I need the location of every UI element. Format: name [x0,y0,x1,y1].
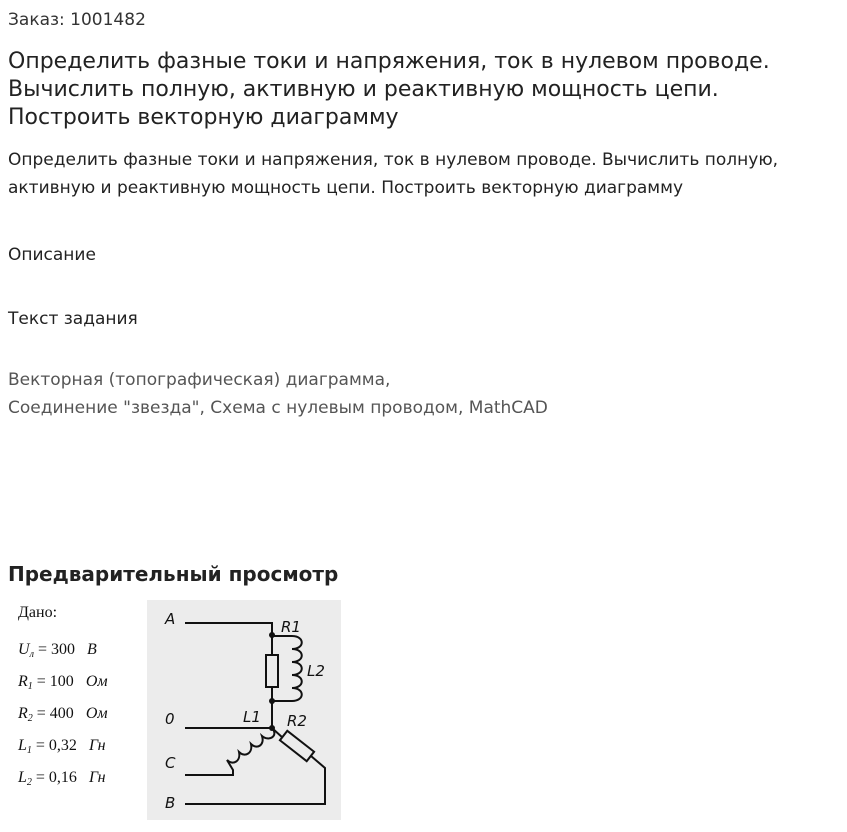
given-subscript: 1 [26,745,32,756]
wire-r2-bottom [185,756,325,804]
page-title: Определить фазные токи и напряжения, ток в нулевом проводе. Вычислить полную, активную и реактивную мощность цепи. Построить векторную диаграмму [8,49,770,130]
description-label: Описание [8,245,96,265]
label-r2: R2 [287,712,307,730]
given-row [18,730,108,762]
wire-c [185,760,233,775]
wire-a [185,623,272,633]
given-subscript: л [29,649,34,660]
node-bottom [269,698,275,704]
given-value: = 400 [36,705,74,722]
preview-heading: Предварительный просмотр [8,562,339,586]
given-row [18,762,108,794]
lead-text: Определить фазные токи и напряжения, ток в нулевом проводе. Вычислить полную, активную и реактивную мощность цепи. Построить векторную диаграмму [8,150,779,198]
tags-list [8,366,808,422]
given-title: Дано: [18,604,58,621]
given-symbol: U [18,641,30,658]
given-unit: Ом [85,705,108,722]
label-phase-a: A [165,610,176,628]
given-data-block [18,604,108,794]
node-star [269,725,275,731]
node-top [269,632,275,638]
resistor-r2 [280,731,314,761]
given-subscript: 2 [26,777,32,788]
given-row [18,698,108,730]
given-unit: В [86,641,97,658]
given-row [18,634,108,666]
label-phase-b: B [165,794,176,812]
given-value: = 100 [36,673,74,690]
task-label: Текст задания [8,309,138,329]
label-neutral: 0 [165,710,175,728]
label-phase-c: C [165,754,176,772]
circuit-diagram [147,600,341,820]
tag-line-1: Векторная (топографическая) диаграмма, [8,370,391,390]
inductor-l2 [292,636,302,701]
given-symbol: R [18,705,28,722]
given-unit: Гн [88,769,106,786]
order-number: Заказ: 1001482 [8,10,146,30]
given-subscript: 2 [27,713,33,724]
given-value: = 0,16 [35,769,77,786]
given-unit: Гн [88,737,106,754]
given-unit: Ом [85,673,108,690]
inductor-l1 [227,728,274,763]
tag-line-2: Соединение "звезда", Схема с нулевым проводом, MathCAD [8,398,548,418]
label-l1: L1 [243,708,261,726]
given-symbol: L [18,737,27,754]
given-subscript: 1 [27,681,33,692]
given-symbol: R [18,673,28,690]
circuit-schematic [147,600,341,820]
resistor-r1 [266,655,278,687]
label-r1: R1 [281,618,301,636]
label-l2: L2 [307,662,325,680]
given-symbol: L [18,769,27,786]
given-value: = 300 [37,641,75,658]
given-row [18,666,108,698]
given-value: = 0,32 [35,737,77,754]
